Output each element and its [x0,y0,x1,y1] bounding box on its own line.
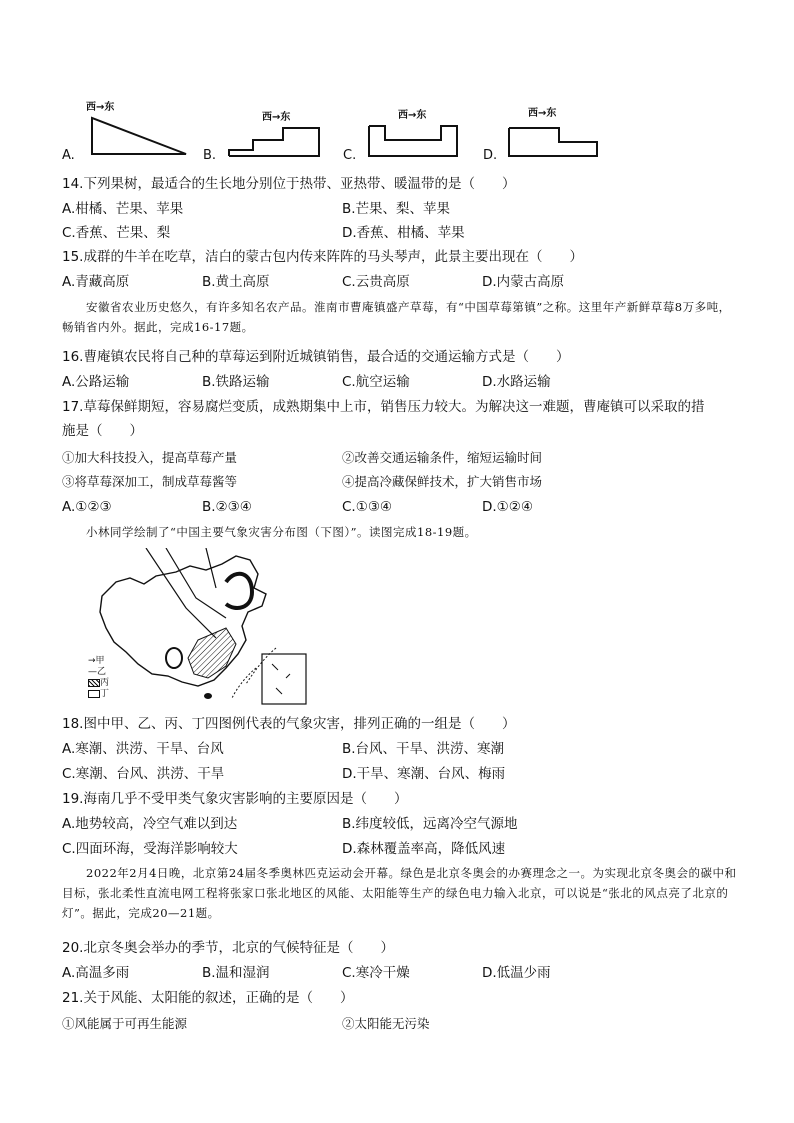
legend-label-jia: 甲 [95,656,105,666]
legend-line-icon: — [88,667,97,677]
china-disaster-map [86,548,316,708]
terrain-profile-d [503,118,603,163]
terrain-profile-b [225,118,325,163]
q14-option-c: C.香蕉、芒果、梨 [62,225,171,241]
q17-option-b: B.②③④ [202,499,252,515]
q15-option-b: B.黄土高原 [202,274,270,290]
q19-option-d: D.森林覆盖率高，降低风速 [342,841,506,857]
q14-option-a: A.柑橘、芒果、苹果 [62,201,184,217]
q17-stem-line2: 施是（ ） [62,423,143,439]
q16-option-a: A.公路运输 [62,374,130,390]
q15-option-c: C.云贵高原 [342,274,410,290]
q17-stem-line1: 17.草莓保鲜期短，容易腐烂变质，成熟期集中上市，销售压力较大。为解决这一难题，曹庵镇可以采取的措 [62,399,705,415]
map-legend [88,656,109,700]
q19-option-b: B.纬度较低，远离冷空气源地 [342,816,518,832]
figure-b-label: B. [203,148,217,163]
legend-box-icon [88,690,100,698]
legend-arrow-icon: → [88,656,96,666]
q19-stem: 19.海南几乎不受甲类气象灾害影响的主要原因是（ ） [62,791,408,807]
q16-stem: 16.曹庵镇农民将自己种的草莓运到附近城镇销售，最合适的交通运输方式是（ ） [62,349,570,365]
legend-label-yi: 乙 [97,667,107,677]
legend-label-bing: 丙 [100,678,110,688]
figure-c-label: C. [343,148,357,163]
q17-option-d: D.①②④ [482,499,533,515]
q16-option-b: B.铁路运输 [202,374,270,390]
q14-option-b: B.芒果、梨、苹果 [342,201,451,217]
passage-winter-olympics: 2022年2月4日晚，北京第24届冬季奥林匹克运动会开幕。绿色是北京冬奥会的办赛理念之一。为实现北京冬奥会的碳中和目标，张北柔性直流电网工程将张家口张北地区的风能、太阳能等生产的绿色电力输入北京，可以说是“张北的风点亮了北京的灯”。据此，完成20—21题。 [62,866,737,920]
china-map-drawing [86,548,316,708]
q15-option-a: A.青藏高原 [62,274,130,290]
q21-item-2: ②太阳能无污染 [342,1016,430,1031]
q18-option-a: A.寒潮、洪涝、干旱、台风 [62,741,224,757]
q16-option-d: D.水路运输 [482,374,551,390]
q17-item-1: ①加大科技投入，提高草莓产量 [62,450,238,465]
legend-item-yi [88,667,109,678]
q19-option-a: A.地势较高，冷空气难以到达 [62,816,238,832]
q15-option-d: D.内蒙古高原 [482,274,565,290]
q17-option-c: C.①③④ [342,499,393,515]
figure-c-direction: 西→东 [398,110,427,121]
q20-option-c: C.寒冷干燥 [342,965,410,981]
q20-option-b: B.温和湿润 [202,965,270,981]
legend-item-jia [88,656,109,667]
legend-label-ding: 丁 [100,689,110,699]
q17-item-2: ②改善交通运输条件，缩短运输时间 [342,450,543,465]
q17-option-a: A.①②③ [62,499,112,515]
figure-a-direction: 西→东 [86,102,115,113]
passage-map-intro: 小林同学绘制了“中国主要气象灾害分布图（下图）”。读图完成18-19题。 [86,525,477,539]
q19-option-c: C.四面环海，受海洋影响较大 [62,841,238,857]
q16-option-c: C.航空运输 [342,374,410,390]
q21-item-1: ①风能属于可再生能源 [62,1016,188,1031]
q18-option-d: D.干旱、寒潮、台风、梅雨 [342,766,506,782]
q20-stem: 20.北京冬奥会举办的季节，北京的气候特征是（ ） [62,940,394,956]
q20-option-a: A.高温多雨 [62,965,130,981]
figure-b-direction: 西→东 [262,112,291,123]
q17-item-3: ③将草莓深加工，制成草莓酱等 [62,474,238,489]
figure-a-label: A. [62,148,75,163]
q15-stem: 15.成群的牛羊在吃草，洁白的蒙古包内传来阵阵的马头琴声，此景主要出现在（ ） [62,249,583,265]
terrain-profile-a [86,110,196,160]
terrain-profile-c [363,118,463,163]
legend-item-bing [88,678,109,689]
q20-option-d: D.低温少雨 [482,965,551,981]
q18-option-c: C.寒潮、台风、洪涝、干旱 [62,766,225,782]
q14-stem: 14.下列果树，最适合的生长地分别位于热带、亚热带、暖温带的是（ ） [62,176,516,192]
q21-stem: 21.关于风能、太阳能的叙述，正确的是（ ） [62,990,354,1006]
q14-option-d: D.香蕉、柑橘、苹果 [342,225,465,241]
figure-d-direction: 西→东 [528,108,557,119]
q18-option-b: B.台风、干旱、洪涝、寒潮 [342,741,505,757]
q18-stem: 18.图中甲、乙、丙、丁四图例代表的气象灾害，排列正确的一组是（ ） [62,716,516,732]
q17-item-4: ④提高冷藏保鲜技术，扩大销售市场 [342,474,543,489]
legend-hatch-icon [88,679,100,687]
legend-item-ding [88,689,109,700]
passage-strawberry: 安徽省农业历史悠久，有许多知名农产品。淮南市曹庵镇盛产草莓，有“中国草莓第镇”之称。这里年产新鲜草莓8万多吨，畅销省内外。据此，完成16-17题。 [62,300,731,334]
figure-d-label: D. [483,148,498,163]
